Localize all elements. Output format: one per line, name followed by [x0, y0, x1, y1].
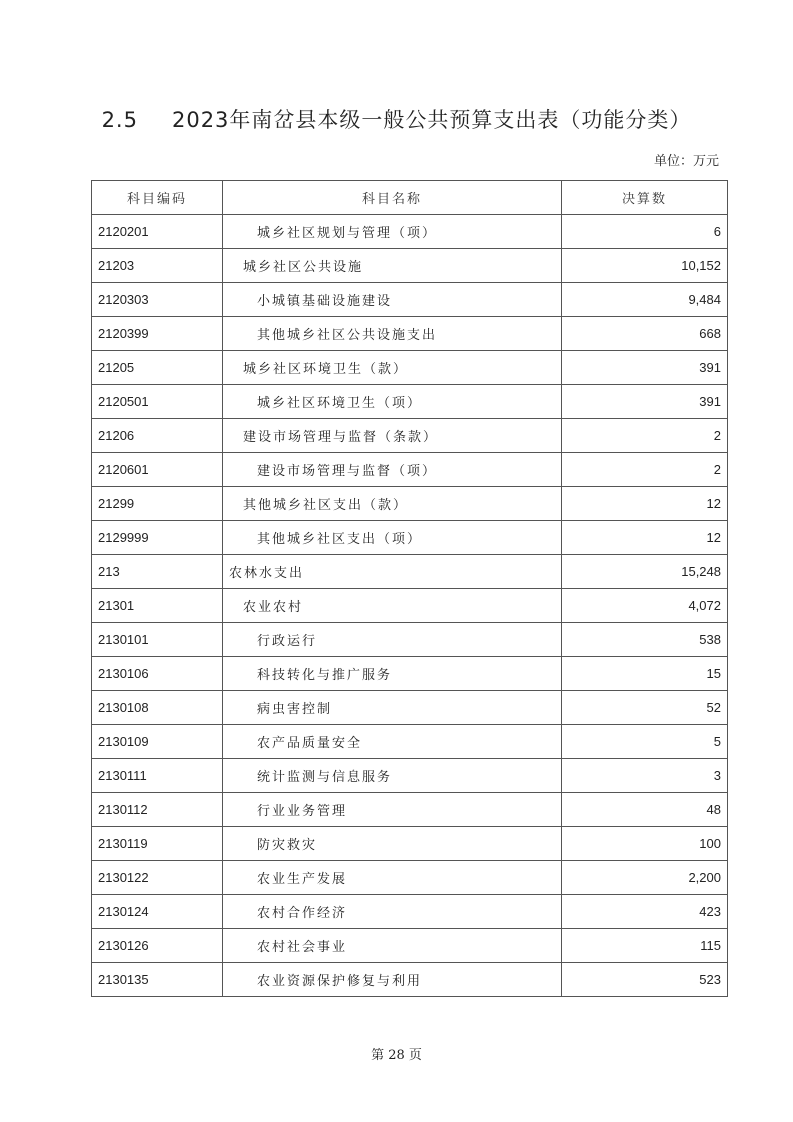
table-row: [92, 895, 728, 929]
row-code: 2130112: [92, 793, 223, 827]
table-row: [92, 725, 728, 759]
row-code: 2130122: [92, 861, 223, 895]
row-code: 2130106: [92, 657, 223, 691]
table-header-row: [92, 181, 728, 215]
row-code: 21301: [92, 589, 223, 623]
table-row: [92, 759, 728, 793]
row-name: 防灾救灾: [223, 827, 562, 861]
table-row: [92, 419, 728, 453]
row-name: 其他城乡社区支出（款）: [223, 487, 562, 521]
row-name: 建设市场管理与监督（项）: [223, 453, 562, 487]
table-row: [92, 827, 728, 861]
row-name: 科技转化与推广服务: [223, 657, 562, 691]
row-value: 115: [562, 929, 728, 963]
row-name: 城乡社区公共设施: [223, 249, 562, 283]
row-value: 523: [562, 963, 728, 997]
table-row: [92, 317, 728, 351]
row-value: 12: [562, 487, 728, 521]
row-name: 农村社会事业: [223, 929, 562, 963]
table-row: [92, 487, 728, 521]
row-value: 423: [562, 895, 728, 929]
row-name: 其他城乡社区支出（项）: [223, 521, 562, 555]
row-name: 病虫害控制: [223, 691, 562, 725]
table-row: [92, 385, 728, 419]
header-name: 科目名称: [223, 181, 562, 215]
table-row: [92, 589, 728, 623]
row-name: 农产品质量安全: [223, 725, 562, 759]
row-value: 9,484: [562, 283, 728, 317]
row-name: 其他城乡社区公共设施支出: [223, 317, 562, 351]
row-code: 2120399: [92, 317, 223, 351]
table-row: [92, 929, 728, 963]
row-value: 538: [562, 623, 728, 657]
row-value: 12: [562, 521, 728, 555]
page-number: 第 28 页: [371, 1048, 422, 1063]
row-code: 2130111: [92, 759, 223, 793]
table-row: [92, 521, 728, 555]
row-code: 2130135: [92, 963, 223, 997]
row-name: 建设市场管理与监督（条款）: [223, 419, 562, 453]
table-row: [92, 453, 728, 487]
row-name: 小城镇基础设施建设: [223, 283, 562, 317]
row-value: 4,072: [562, 589, 728, 623]
row-code: 2120501: [92, 385, 223, 419]
unit-label: 单位：万元: [653, 154, 719, 169]
row-code: 2120201: [92, 215, 223, 249]
row-code: 21299: [92, 487, 223, 521]
row-value: 15,248: [562, 555, 728, 589]
table-row: [92, 861, 728, 895]
row-code: 2120601: [92, 453, 223, 487]
table-row: [92, 963, 728, 997]
table-row: [92, 351, 728, 385]
row-code: 2120303: [92, 283, 223, 317]
header-code: 科目编码: [92, 181, 223, 215]
table-row: [92, 623, 728, 657]
row-value: 48: [562, 793, 728, 827]
table-row: [92, 215, 728, 249]
row-value: 668: [562, 317, 728, 351]
row-code: 2130124: [92, 895, 223, 929]
table-body: [92, 215, 728, 997]
row-value: 15: [562, 657, 728, 691]
row-name: 农业资源保护修复与利用: [223, 963, 562, 997]
row-name: 城乡社区环境卫生（项）: [223, 385, 562, 419]
row-value: 2,200: [562, 861, 728, 895]
table-row: [92, 657, 728, 691]
section-number: 2.5: [101, 108, 138, 132]
row-code: 2130101: [92, 623, 223, 657]
row-name: 农林水支出: [223, 555, 562, 589]
table-row: [92, 249, 728, 283]
row-code: 2130108: [92, 691, 223, 725]
row-value: 52: [562, 691, 728, 725]
table-row: [92, 283, 728, 317]
title-text: 2023年南岔县本级一般公共预算支出表（功能分类）: [171, 108, 692, 132]
row-code: 21206: [92, 419, 223, 453]
row-name: 农业农村: [223, 589, 562, 623]
row-code: 2129999: [92, 521, 223, 555]
row-code: 21205: [92, 351, 223, 385]
table-row: [92, 793, 728, 827]
row-code: 2130126: [92, 929, 223, 963]
row-code: 2130119: [92, 827, 223, 861]
row-code: 213: [92, 555, 223, 589]
row-value: 3: [562, 759, 728, 793]
row-name: 城乡社区环境卫生（款）: [223, 351, 562, 385]
row-value: 6: [562, 215, 728, 249]
row-name: 统计监测与信息服务: [223, 759, 562, 793]
table-row: [92, 691, 728, 725]
budget-table: [91, 180, 728, 997]
row-name: 行业业务管理: [223, 793, 562, 827]
header-value: 决算数: [562, 181, 728, 215]
row-code: 2130109: [92, 725, 223, 759]
row-value: 391: [562, 385, 728, 419]
row-code: 21203: [92, 249, 223, 283]
row-name: 城乡社区规划与管理（项）: [223, 215, 562, 249]
table-row: [92, 555, 728, 589]
row-value: 5: [562, 725, 728, 759]
row-value: 2: [562, 419, 728, 453]
row-value: 391: [562, 351, 728, 385]
row-value: 2: [562, 453, 728, 487]
row-value: 10,152: [562, 249, 728, 283]
row-name: 农业生产发展: [223, 861, 562, 895]
row-value: 100: [562, 827, 728, 861]
row-name: 行政运行: [223, 623, 562, 657]
row-name: 农村合作经济: [223, 895, 562, 929]
page-title: [0, 104, 793, 134]
